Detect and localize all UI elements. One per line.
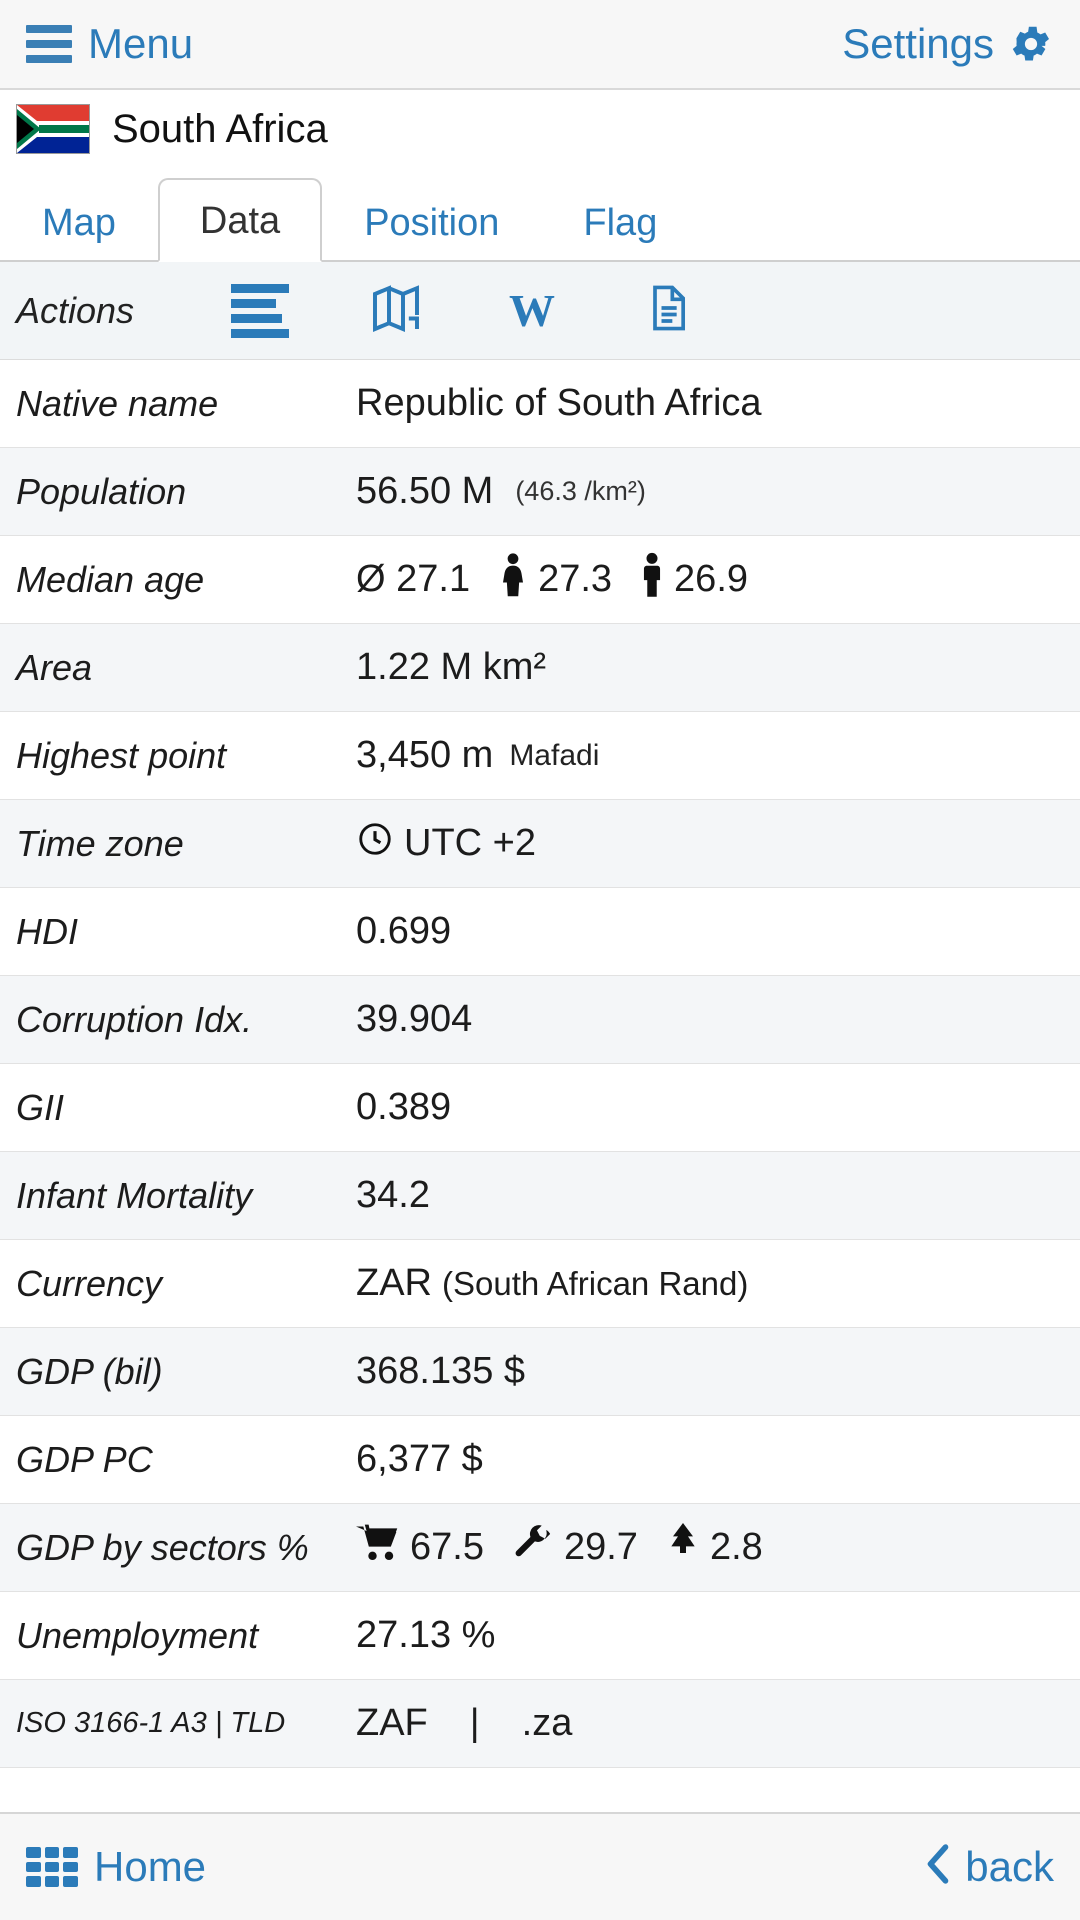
table-row[interactable]	[0, 1592, 1080, 1680]
map-icon[interactable]	[368, 280, 424, 341]
tab-flag[interactable]: Flag	[583, 202, 658, 244]
row-key: GII	[16, 1086, 65, 1128]
wrench-icon	[512, 1524, 554, 1572]
row-key: GDP by sectors %	[16, 1526, 309, 1568]
row-value	[356, 820, 536, 868]
table-row[interactable]	[0, 360, 1080, 448]
row-key: GDP (bil)	[16, 1350, 163, 1392]
map-button[interactable]	[328, 280, 464, 341]
menu-label: Menu	[88, 20, 194, 67]
list-bars-icon[interactable]	[231, 284, 289, 338]
actions-label: Actions	[16, 289, 135, 331]
female-icon	[498, 552, 528, 608]
tab-bar	[0, 162, 1080, 262]
area-value: 1.22 M km²	[356, 646, 547, 688]
grid-icon[interactable]	[26, 1847, 78, 1887]
row-value	[356, 1174, 430, 1217]
home-label: Home	[94, 1843, 207, 1890]
row-value	[356, 910, 451, 953]
home-button[interactable]	[26, 1843, 206, 1891]
row-value	[356, 552, 748, 608]
row-value	[356, 998, 472, 1041]
gdp-pc-value: 6,377 $	[356, 1438, 483, 1480]
iso-code-value: ZAF	[356, 1702, 428, 1744]
infant-mortality-value: 34.2	[356, 1174, 430, 1216]
hdi-value: 0.699	[356, 910, 452, 952]
tab-map[interactable]: Map	[42, 202, 116, 244]
gii-value: 0.389	[356, 1086, 452, 1128]
unemployment-value: 27.13 %	[356, 1614, 496, 1656]
gdp-industry-value: 29.7	[563, 1526, 638, 1568]
row-value	[356, 1262, 748, 1305]
bottom-bar	[0, 1812, 1080, 1920]
row-key: Highest point	[16, 734, 227, 776]
highest-point-name: Mafadi	[509, 738, 600, 772]
tab-data[interactable]: Data	[158, 178, 322, 262]
table-row[interactable]	[0, 1152, 1080, 1240]
table-row[interactable]	[0, 888, 1080, 976]
row-value	[356, 1614, 495, 1657]
row-value	[356, 734, 599, 777]
tld-value: .za	[521, 1702, 573, 1744]
tree-icon	[666, 1523, 700, 1573]
row-value	[356, 1523, 763, 1573]
wikipedia-icon[interactable]: W	[509, 285, 555, 336]
table-row[interactable]	[0, 1504, 1080, 1592]
data-table	[0, 360, 1080, 1812]
hamburger-icon[interactable]	[26, 25, 72, 63]
top-bar	[0, 0, 1080, 90]
table-row[interactable]	[0, 536, 1080, 624]
page-title: South Africa	[112, 106, 328, 151]
table-row[interactable]	[0, 624, 1080, 712]
table-row[interactable]	[0, 1680, 1080, 1768]
table-row[interactable]	[0, 1328, 1080, 1416]
row-key: Infant Mortality	[16, 1174, 253, 1216]
median-age-female: 27.3	[538, 558, 613, 600]
row-key: ISO 3166-1 A3 | TLD	[16, 1707, 286, 1739]
document-icon[interactable]	[642, 280, 694, 341]
row-value	[356, 1702, 572, 1745]
tab-position[interactable]: Position	[364, 202, 500, 244]
row-key: Currency	[16, 1262, 163, 1304]
south-africa-flag-icon	[16, 104, 90, 154]
row-key: GDP PC	[16, 1438, 153, 1480]
row-value	[356, 1086, 451, 1129]
table-row[interactable]	[0, 976, 1080, 1064]
table-row[interactable]	[0, 448, 1080, 536]
clock-icon	[356, 820, 394, 868]
document-button[interactable]	[600, 280, 736, 341]
wikipedia-button[interactable]	[464, 284, 600, 337]
gdp-value: 368.135 $	[356, 1350, 526, 1392]
row-key: Time zone	[16, 822, 184, 864]
table-row[interactable]	[0, 800, 1080, 888]
menu-button[interactable]	[26, 20, 193, 68]
row-value	[356, 470, 646, 513]
median-age-avg: Ø 27.1	[356, 558, 471, 600]
iso-tld-separator: |	[469, 1702, 480, 1744]
row-value	[356, 1438, 483, 1481]
row-key: Median age	[16, 558, 205, 600]
chevron-left-icon[interactable]	[923, 1841, 953, 1894]
row-key: HDI	[16, 910, 78, 952]
actions-row	[0, 262, 1080, 360]
row-value	[356, 646, 546, 689]
list-bars-button[interactable]	[192, 284, 328, 338]
gdp-services-value: 67.5	[410, 1526, 484, 1568]
native-name-value: Republic of South Africa	[356, 382, 762, 424]
currency-name: (South African Rand)	[442, 1264, 749, 1302]
row-value	[356, 382, 762, 425]
table-row[interactable]	[0, 1416, 1080, 1504]
time-zone-value: UTC +2	[404, 822, 536, 864]
back-label: back	[965, 1843, 1054, 1890]
population-value: 56.50 M	[356, 470, 494, 512]
median-age-male: 26.9	[674, 558, 749, 600]
row-key: Native name	[16, 382, 219, 424]
gear-icon[interactable]	[1008, 21, 1054, 67]
settings-button[interactable]	[842, 20, 1054, 68]
corruption-value: 39.904	[356, 998, 473, 1040]
row-key: Unemployment	[16, 1614, 259, 1656]
table-row[interactable]	[0, 1240, 1080, 1328]
country-header	[0, 90, 1080, 162]
settings-label: Settings	[842, 20, 994, 67]
row-value	[356, 1350, 525, 1393]
table-row[interactable]	[0, 712, 1080, 800]
row-key: Population	[16, 470, 187, 512]
gdp-agriculture-value: 2.8	[709, 1526, 763, 1568]
row-key: Area	[16, 646, 93, 688]
currency-code: ZAR	[356, 1262, 432, 1304]
cart-icon	[356, 1524, 400, 1572]
row-key: Corruption Idx.	[16, 998, 253, 1040]
table-row[interactable]	[0, 1064, 1080, 1152]
population-density: (46.3 /km²)	[515, 476, 646, 506]
highest-point-value: 3,450 m	[356, 734, 494, 776]
back-button[interactable]	[923, 1841, 1054, 1894]
male-icon	[640, 552, 664, 608]
